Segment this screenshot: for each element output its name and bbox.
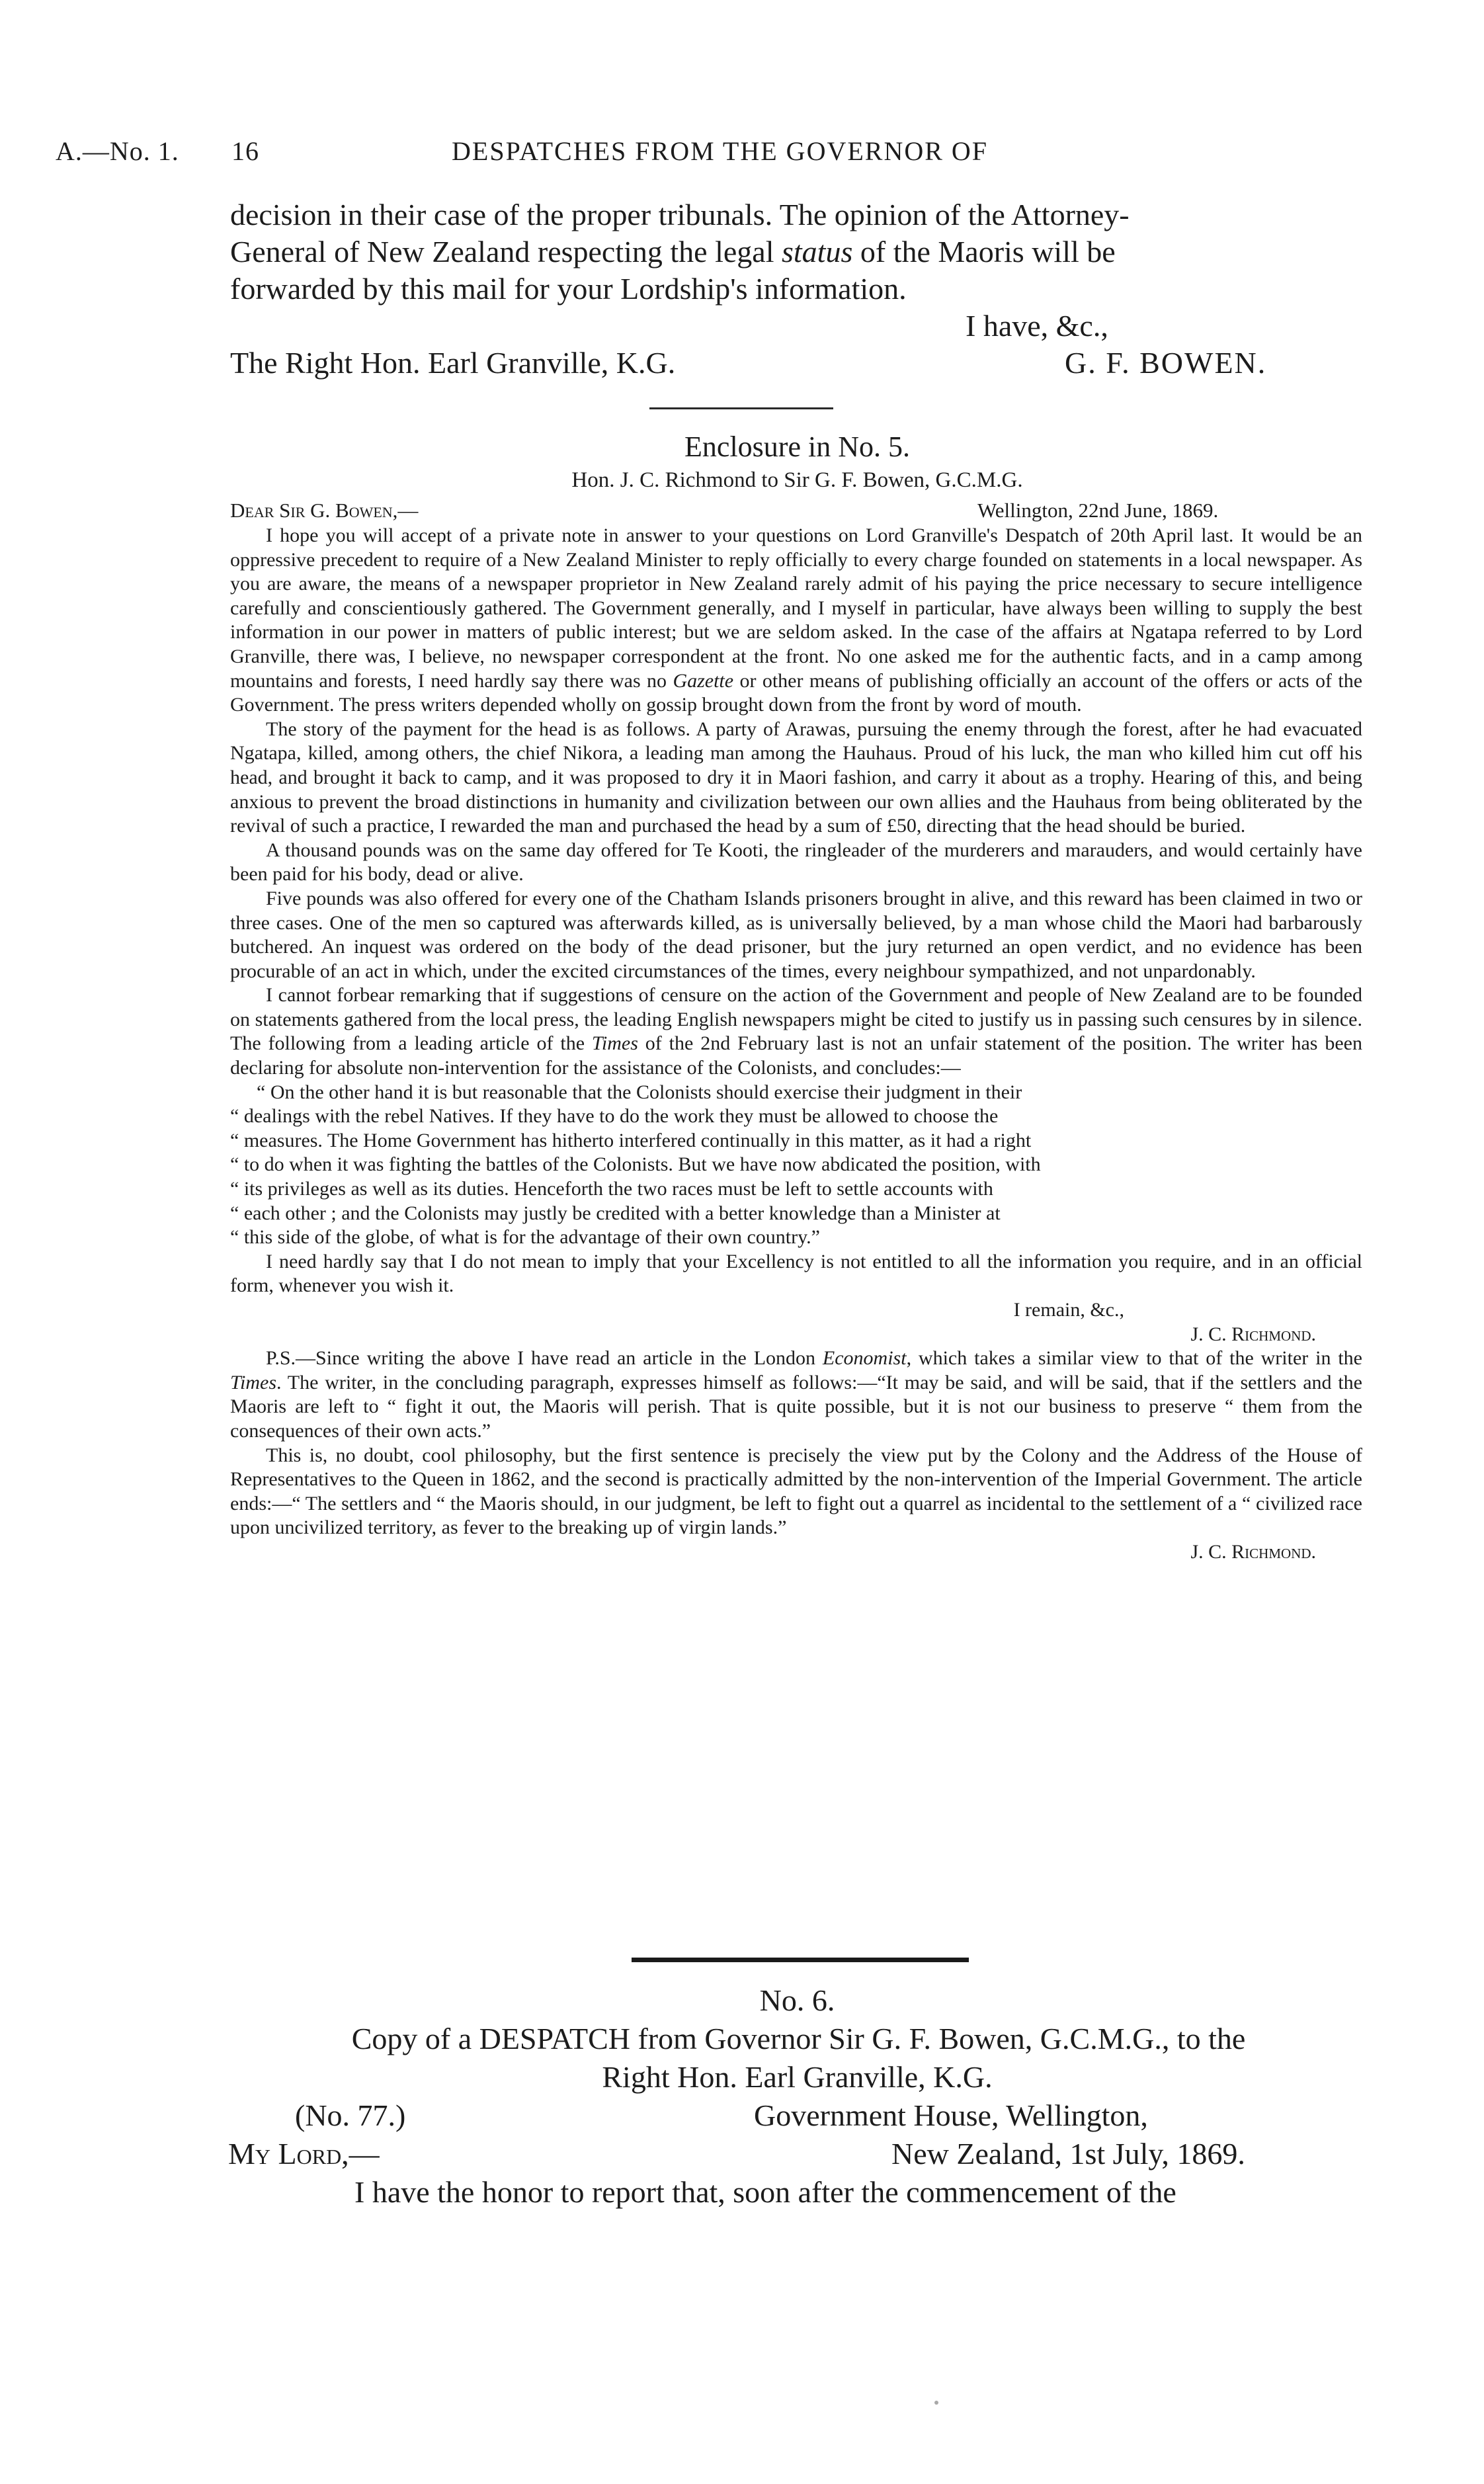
despatch-date: New Zealand, 1st July, 1869. [891,2137,1245,2171]
quote-line: “ this side of the globe, of what is for the advantage of their own country.” [230,1226,820,1249]
enclosure-place-date: Wellington, 22nd June, 1869. [977,499,1219,522]
enclosure-signature: J. C. Richmond. [1190,1323,1316,1345]
scan-speck [934,2401,938,2405]
opening-addressee: The Right Hon. Earl Granville, K.G. [230,346,676,380]
despatch-first-line: I have the honor to report that, soon after the commencement of the [354,2175,1176,2209]
enclosure-subtitle: Hon. J. C. Richmond to Sir G. F. Bowen, G.C.M.G. [571,468,1023,492]
postscript-signature: J. C. Richmond. [1190,1540,1316,1563]
quote-line: “ measures. The Home Government has hitherto interfered continually in this matter, as it had a right [230,1129,1032,1151]
enclosure-paragraph: A thousand pounds was on the same day offered for Te Kooti, the ringleader of the murderers and marauders, and would certainly have been paid for his body, dead or alive. [230,839,1362,886]
opening-line-2-text: General of New Zealand respecting the legal status of the Maoris will be [230,235,1116,269]
quote-line: “ On the other hand it is but reasonable that the Colonists should exercise their judgment in their [257,1081,1022,1103]
opening-line-2 [230,234,1364,269]
despatch-title-line-1: Copy of a DESPATCH from Governor Sir G. F. Bowen, G.C.M.G., to the [351,2022,1246,2055]
quote-line: “ its privileges as well as its duties. Henceforth the two races must be left to settle accounts with [230,1178,993,1200]
running-title: DESPATCHES FROM THE GOVERNOR OF [452,136,989,166]
quote-line: “ dealings with the rebel Natives. If they have to do the work they must be allowed to choose the [230,1105,999,1128]
enclosure-body [230,524,1362,1565]
section-divider-heavy [632,1958,969,1962]
postscript-paragraph: P.S.—Since writing the above I have read an article in the London Economist, which takes a similar view to that of the writer in the Times. The writer, in the concluding paragraph, expresses himself as follows:—“It may be said, and will be said, that if the settlers and the Maoris are left to “ fight it out, the Maoris will perish. That is quite possible, but it is not our business to preserve “ them from the consequences of their own acts.” [230,1347,1362,1442]
opening-signature: G. F. BOWEN. [1065,346,1267,380]
quote-line: “ to do when it was fighting the battles of the Colonists. But we have now abdicated the position, with [230,1153,1041,1176]
enclosure-title: Enclosure in No. 5. [684,431,910,463]
opening-line-3: forwarded by this mail for your Lordship's information. [230,272,907,306]
page-number: 16 [231,136,259,166]
enclosure-closing: I remain, &c., [1013,1299,1124,1321]
quote-line: “ each other ; and the Colonists may justly be credited with a better knowledge than a Minister at [230,1202,1001,1224]
enclosure-paragraph: I hope you will accept of a private note in answer to your questions on Lord Granville's Despatch of 20th April last. It would be an oppressive precedent to require of a New Zealand Minister to reply officially to every charge founded on statements in a local newspaper. As you are aware, the means of a newspaper proprietor in New Zealand rarely admit of his paying the price necessary to secure intelligence carefully and conscientiously gathered. The Government generally, and I myself in particular, have always been willing to supply the best information in our power in matters of public interest; but we are seldom asked. In the case of the affairs at Ngatapa referred to by Lord Granville, there was, I believe, no newspaper correspondent at the front. No one asked me for the authentic facts, and in a camp among mountains and forests, I need hardly say there was no Gazette or other means of publishing officially an account of the offers or acts of the Government. The press writers depended wholly on gossip brought down from the front by word of mouth. [230,524,1363,716]
enclosure-paragraph: I need hardly say that I do not mean to imply that your Excellency is not entitled to all the information you require, and in an official form, whenever you wish it. [230,1250,1362,1297]
section-divider [649,407,833,409]
postscript-paragraph: This is, no doubt, cool philosophy, but the first sentence is precisely the view put by the Colony and the Address of the House of Representatives to the Queen in 1862, and the second is practically admitted by the non-intervention of the Imperial Government. The article ends:—“ The settlers and “ the Maoris should, in our judgment, be left to fight out a quarrel as incidental to the settlement of a “ civilized race upon uncivilized territory, as fever to the breaking up of virgin lands.” [230,1444,1362,1539]
enclosure-paragraph: The story of the payment for the head is as follows. A party of Arawas, pursuing the enemy through the forest, after he had evacuated Ngatapa, killed, among others, the chief Nikora, a leading man among the Hauhaus. Proud of his luck, the man who killed him cut off his head, and brought it back to camp, and it was proposed to dry it in Maori fashion, and carry it about as a trophy. Hearing of this, and being anxious to prevent the broad distinctions in humanity and civilization between our own allies and the Hauhaus from being obliterated by the revival of such a practice, I rewarded the man and purchased the head by a sum of £50, directing that the head should be buried. [230,718,1362,837]
series-number: A.—No. 1. [56,136,179,166]
despatch-reference: (No. 77.) [295,2098,406,2132]
enclosure-paragraph: I cannot forbear remarking that if suggestions of censure on the action of the Government and people of New Zealand are to be founded on statements gathered from the local press, the leading English newspapers might be cited to justify us in passing such censures by in silence. The following from a leading article of the Times of the 2nd February last is not an unfair statement of the position. The writer has been declaring for absolute non-intervention for the assistance of the Colonists, and concludes:— [230,984,1362,1079]
despatch-number: No. 6. [759,1983,835,2017]
despatch-salutation: My Lord,— [228,2137,380,2171]
opening-line-1: decision in their case of the proper tribunals. The opinion of the Attorney- [230,198,1130,231]
enclosure-paragraph: Five pounds was also offered for every one of the Chatham Islands prisoners brought in alive, and this reward has been claimed in two or three cases. One of the men so captured was afterwards killed, as is universally believed, by a man whose child the Maori had barbarously butchered. An inquest was ordered on the body of the dead prisoner, but the jury returned an open verdict, and no evidence has been procurable of an act in which, under the excited circumstances of the times, every neighbour sympathized, and not unpardonably. [230,887,1362,982]
enclosure-salutation: Dear Sir G. Bowen,— [230,499,419,522]
times-quotation [230,1081,1362,1250]
despatch-title-line-2: Right Hon. Earl Granville, K.G. [602,2060,993,2094]
despatch-location: Government House, Wellington, [754,2098,1148,2132]
opening-closing: I have, &c., [966,309,1108,343]
